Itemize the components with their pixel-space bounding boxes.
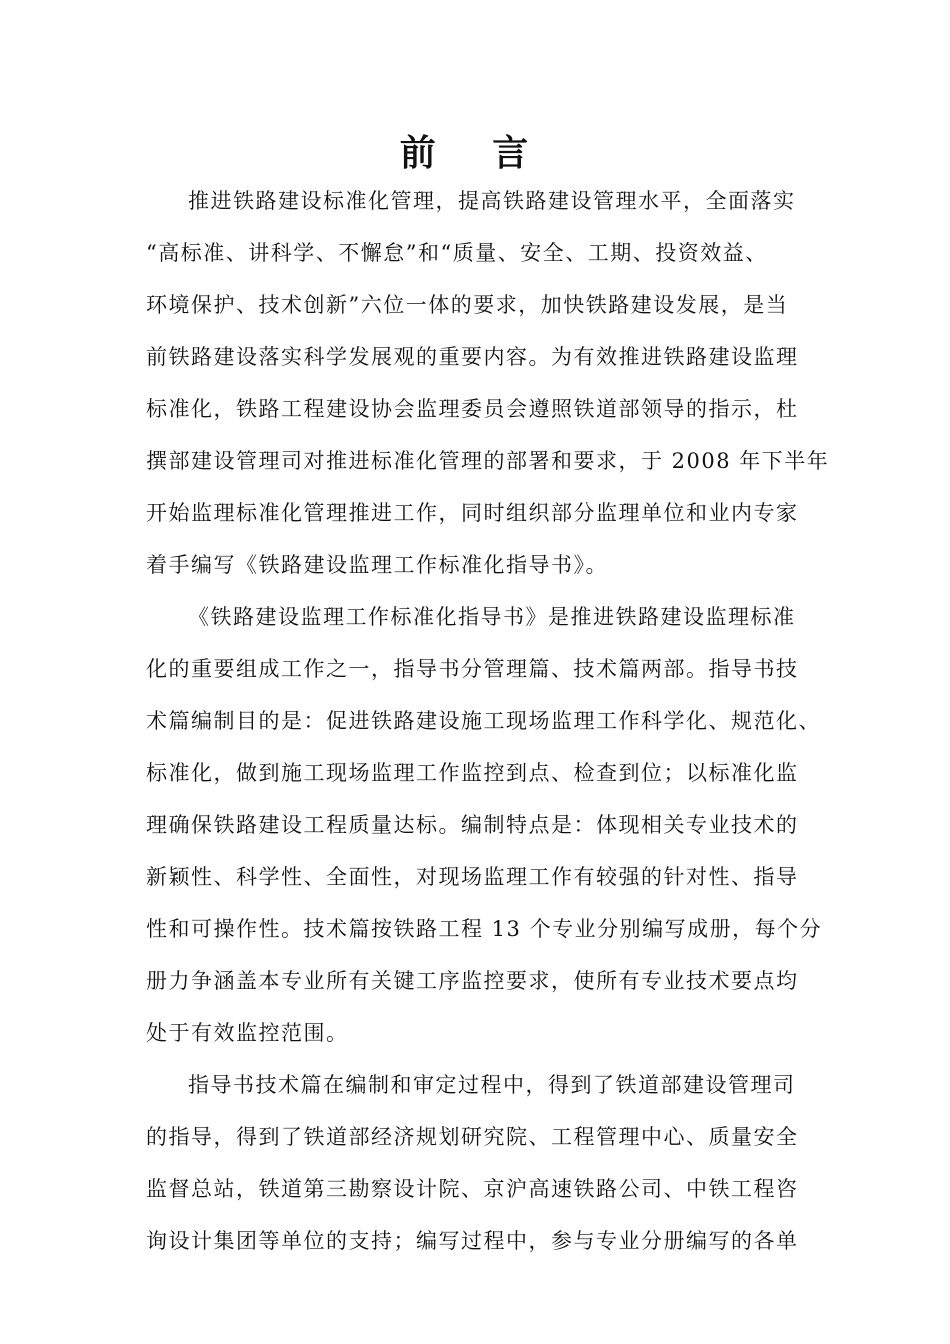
- paragraph-line: 撰部建设管理司对推进标准化管理的部署和要求，于 2008 年下半年: [146, 449, 830, 473]
- paragraph-line: 性和可操作性。技术篇按铁路工程 13 个专业分别编写成册，每个分: [146, 917, 823, 941]
- paragraph-line: 册力争涵盖本专业所有关键工序监控要求，使所有专业技术要点均: [146, 969, 799, 993]
- paragraph-line: 着手编写《铁路建设监理工作标准化指导书》。: [146, 553, 608, 577]
- page-title: 前 言: [399, 132, 551, 174]
- paragraph-line: 推进铁路建设标准化管理，提高铁路建设管理水平，全面落实: [188, 189, 796, 213]
- paragraph-line: 环境保护、技术创新”六位一体的要求，加快铁路建设发展，是当: [146, 293, 789, 317]
- paragraph-line: 处于有效监控范围。: [146, 1021, 349, 1045]
- paragraph-line: 前铁路建设落实科学发展观的重要内容。为有效推进铁路建设监理: [146, 345, 799, 369]
- paragraph-line: 指导书技术篇在编制和审定过程中，得到了铁道部建设管理司: [188, 1073, 796, 1097]
- paragraph-line: 的指导，得到了铁道部经济规划研究院、工程管理中心、质量安全: [146, 1125, 799, 1149]
- paragraph-line: 标准化，做到施工现场监理工作监控到点、检查到位；以标准化监: [146, 761, 799, 785]
- paragraph-line: 术篇编制目的是：促进铁路建设施工现场监理工作科学化、规范化、: [146, 709, 821, 733]
- paragraph-line: 询设计集团等单位的支持；编写过程中，参与专业分册编写的各单: [146, 1229, 799, 1253]
- paragraph-line: 标准化，铁路工程建设协会监理委员会遵照铁道部领导的指示，杜: [146, 397, 799, 421]
- paragraph-line: 《铁路建设监理工作标准化指导书》是推进铁路建设监理标准: [188, 605, 796, 629]
- paragraph-line: 开始监理标准化管理推进工作，同时组织部分监理单位和业内专家: [146, 501, 799, 525]
- paragraph-line: “高标准、讲科学、不懈怠”和“质量、安全、工期、投资效益、: [146, 241, 768, 265]
- paragraph-line: 理确保铁路建设工程质量达标。编制特点是：体现相关专业技术的: [146, 813, 799, 837]
- paragraph-line: 监督总站，铁道第三勘察设计院、京沪高速铁路公司、中铁工程咨: [146, 1177, 799, 1201]
- paragraph-line: 化的重要组成工作之一，指导书分管理篇、技术篇两部。指导书技: [146, 657, 799, 681]
- paragraph-line: 新颖性、科学性、全面性，对现场监理工作有较强的针对性、指导: [146, 865, 799, 889]
